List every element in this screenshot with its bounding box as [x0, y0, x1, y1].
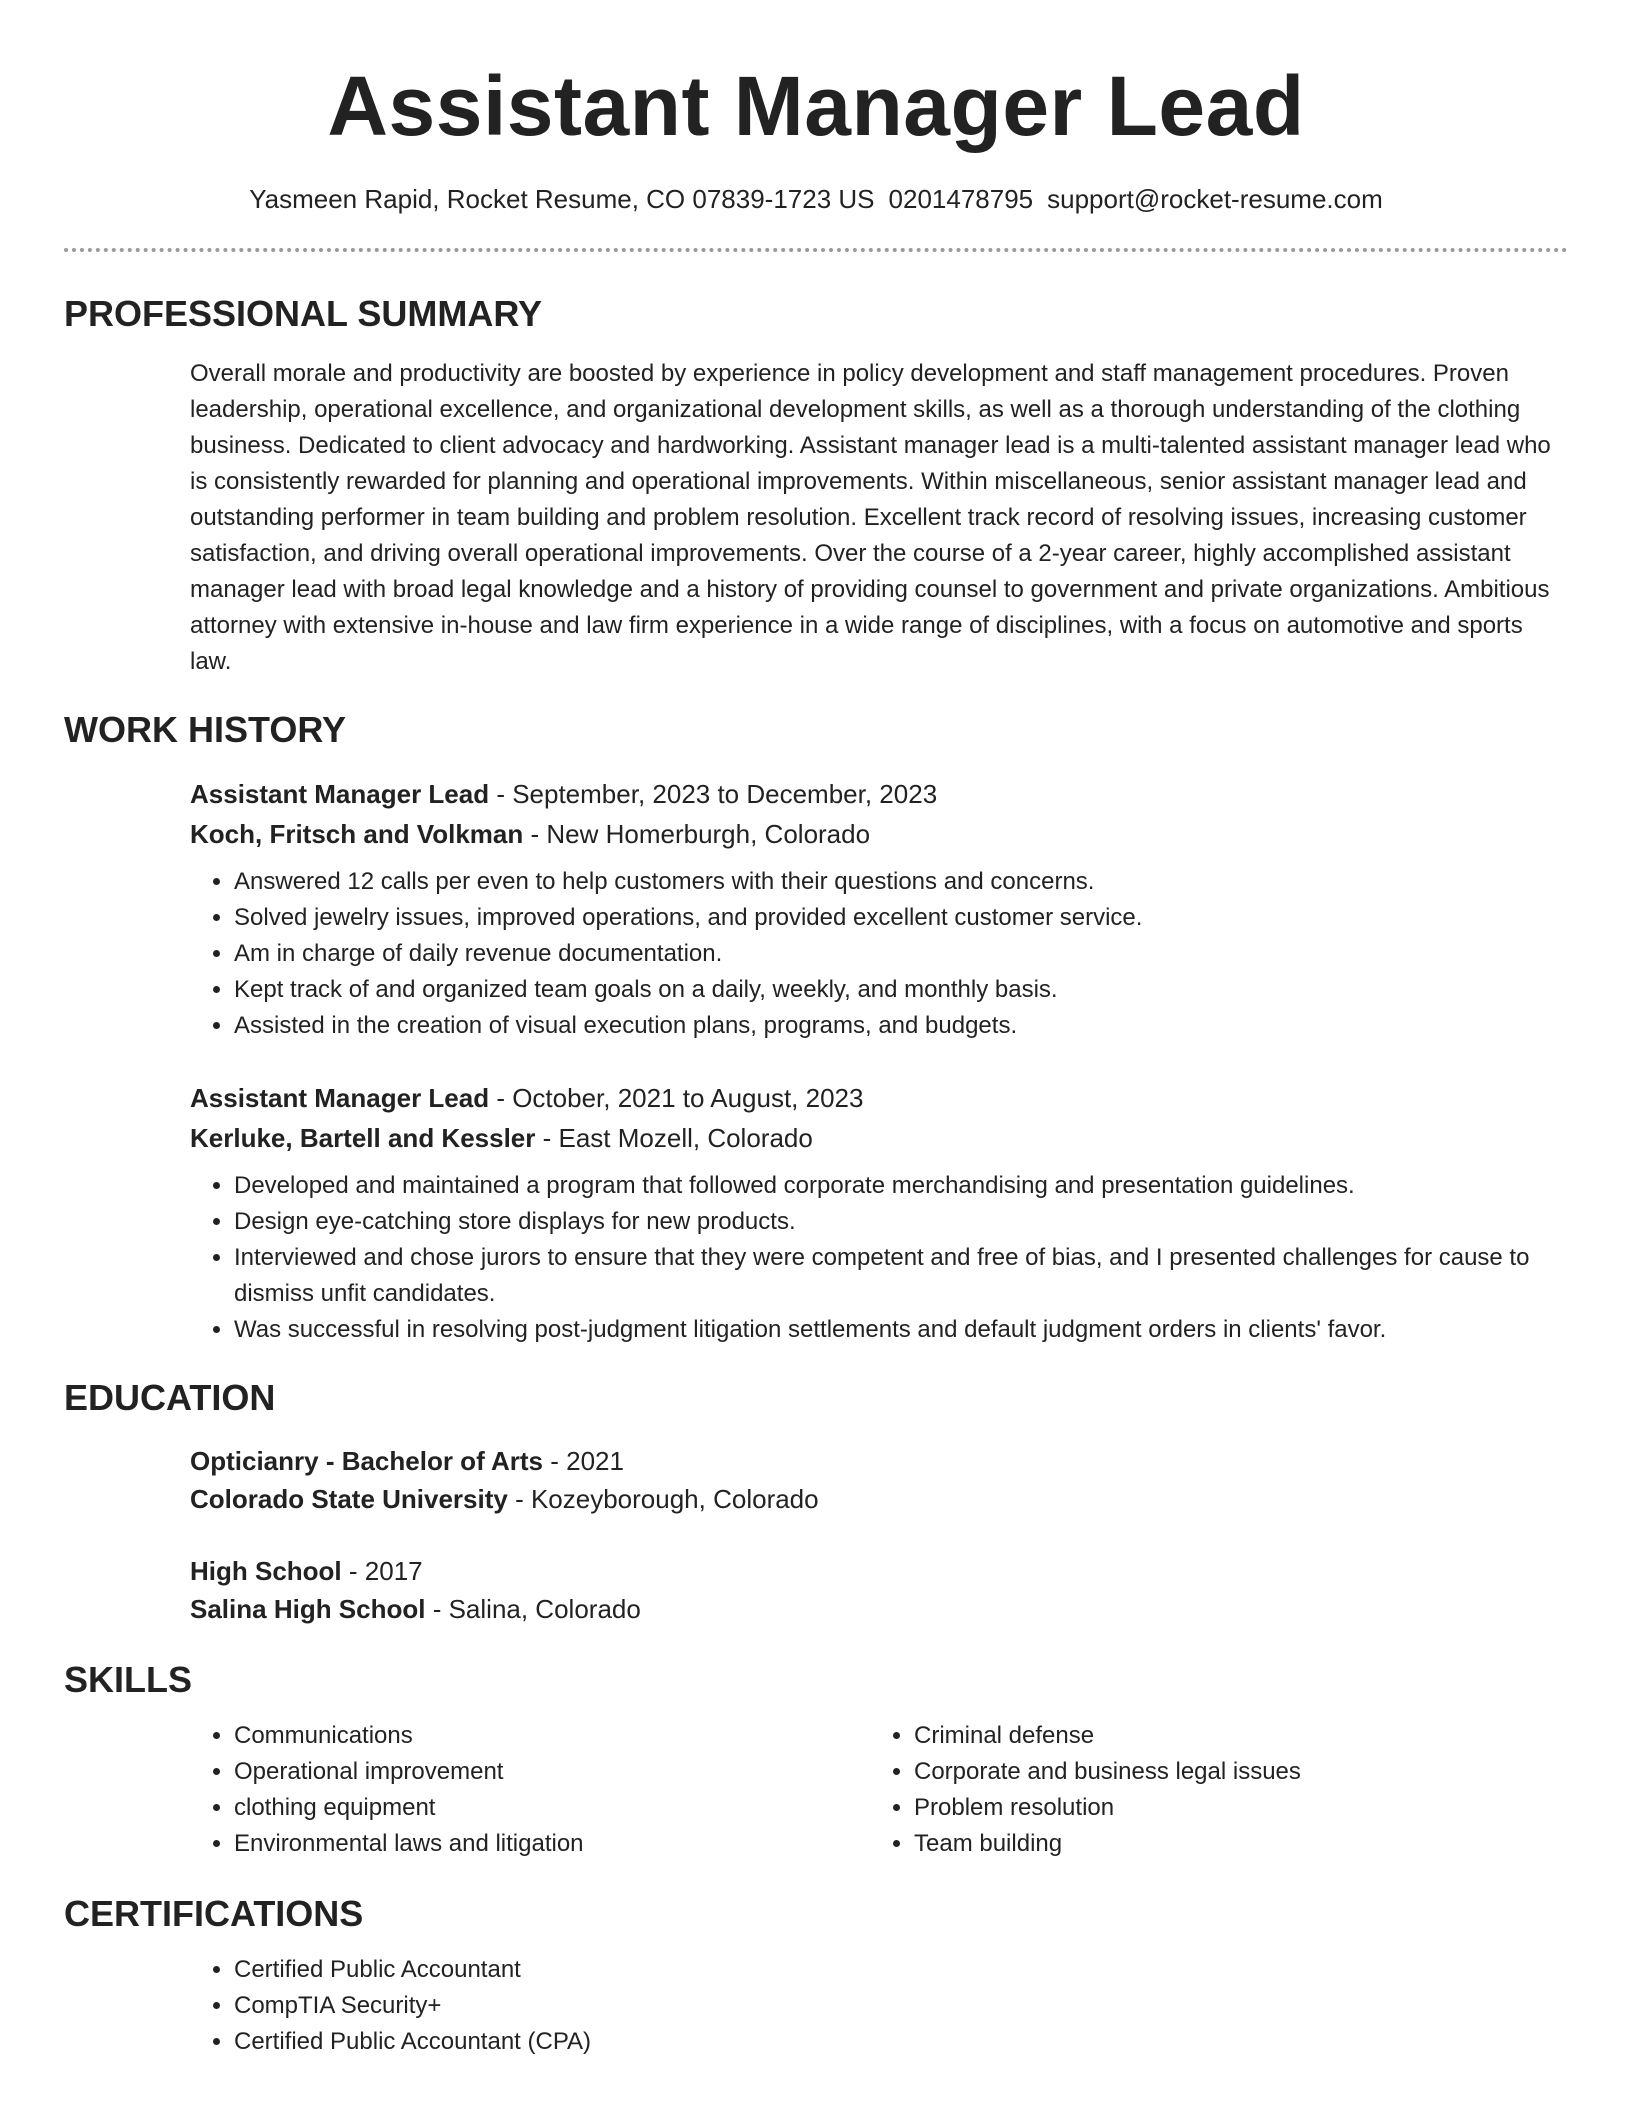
education-school-line	[190, 1590, 1568, 1628]
education-degree: High School	[190, 1556, 342, 1586]
education-entry	[190, 1442, 1568, 1518]
certifications-heading: CERTIFICATIONS	[64, 1893, 364, 1934]
education-entry	[190, 1552, 1568, 1628]
job-title-line	[190, 774, 1568, 814]
certifications-list	[190, 1952, 1568, 2060]
job-entry	[190, 774, 1568, 1044]
contact-phone: 0201478795	[888, 184, 1034, 214]
education-section	[64, 1376, 1568, 1628]
summary-text: Overall morale and productivity are boosted by experience in policy development and staff management procedures. Proven leadership, operational excellence, and organizational development skills, as well as a thorough understanding of the clothing business. Dedicated to client advocacy and hardworking. Assistant manager lead is a multi-talented assistant manager lead who is consistently rewarded for planning and operational improvements. Within miscellaneous, senior assistant manager lead and outstanding performer in team building and problem resolution. Excellent track record of resolving issues, increasing customer satisfaction, and driving overall operational improvements. Over the course of a 2-year career, highly accomplished assistant manager lead with broad legal knowledge and a history of providing counsel to government and private organizations. Ambitious attorney with extensive in-house and law firm experience in a wide range of disciplines, with a focus on automotive and sports law.	[190, 360, 1551, 675]
job-bullet: • Was successful in resolving post-judgment litigation settlements and default judgment orders in clients' favor.	[234, 1312, 1568, 1348]
education-school: Colorado State University	[190, 1484, 508, 1514]
work-history-section	[64, 708, 1568, 1348]
header-divider	[64, 248, 1568, 252]
job-title: Assistant Manager Lead	[190, 779, 490, 809]
summary-section	[64, 292, 1568, 680]
job-bullet: • Answered 12 calls per even to help customers with their questions and concerns.	[234, 864, 1568, 900]
education-degree-line	[190, 1552, 1568, 1590]
certification-item: • Certified Public Accountant	[234, 1952, 1568, 1988]
job-bullets	[190, 1168, 1568, 1348]
certifications-section	[64, 1892, 1568, 2060]
skills-heading: SKILLS	[64, 1659, 193, 1700]
job-bullets	[190, 864, 1568, 1044]
skills-columns	[190, 1718, 1568, 1862]
education-degree-line	[190, 1442, 1568, 1480]
job-bullet: • Assisted in the creation of visual execution plans, programs, and budgets.	[234, 1008, 1568, 1044]
job-title: Assistant Manager Lead	[190, 1083, 490, 1113]
job-bullet: • Solved jewelry issues, improved operations, and provided excellent customer service.	[234, 900, 1568, 936]
resume-title: Assistant Manager Lead	[327, 59, 1305, 153]
job-title-line	[190, 1078, 1568, 1118]
certification-item: • Certified Public Accountant (CPA)	[234, 2024, 1568, 2060]
job-bullet: • Kept track of and organized team goals on a daily, weekly, and monthly basis.	[234, 972, 1568, 1008]
job-dates: - October, 2021 to August, 2023	[489, 1083, 864, 1113]
job-company-line	[190, 814, 1568, 854]
contact-address: Yasmeen Rapid, Rocket Resume, CO 07839-1723 US	[249, 184, 875, 214]
certification-item: • CompTIA Security+	[234, 1988, 1568, 2024]
summary-heading: PROFESSIONAL SUMMARY	[64, 293, 543, 334]
education-location: - Kozeyborough, Colorado	[507, 1484, 819, 1514]
skill-item: • Corporate and business legal issues	[914, 1754, 1550, 1790]
job-bullet: • Interviewed and chose jurors to ensure that they were competent and free of bias, and I presented challenges for cause to dismiss unfit candidates.	[234, 1240, 1568, 1312]
job-bullet: • Design eye-catching store displays for new products.	[234, 1204, 1568, 1240]
job-entry	[190, 1078, 1568, 1348]
job-location: - New Homerburgh, Colorado	[523, 819, 871, 849]
contact-line	[64, 182, 1568, 216]
skill-item: • Problem resolution	[914, 1790, 1550, 1826]
job-company-line	[190, 1118, 1568, 1158]
job-bullet: • Developed and maintained a program that followed corporate merchandising and presentation guidelines.	[234, 1168, 1568, 1204]
skill-item: • clothing equipment	[234, 1790, 870, 1826]
contact-email: support@rocket-resume.com	[1047, 184, 1383, 214]
skill-item: • Communications	[234, 1718, 870, 1754]
job-company: Kerluke, Bartell and Kessler	[190, 1123, 536, 1153]
skills-list-left	[190, 1718, 870, 1862]
skills-section	[64, 1658, 1568, 1862]
education-year: - 2021	[543, 1446, 624, 1476]
education-school: Salina High School	[190, 1594, 426, 1624]
education-school-line	[190, 1480, 1568, 1518]
job-company: Koch, Fritsch and Volkman	[190, 819, 524, 849]
skill-item: • Team building	[914, 1826, 1550, 1862]
skill-item: • Operational improvement	[234, 1754, 870, 1790]
job-location: - East Mozell, Colorado	[535, 1123, 813, 1153]
work-history-heading: WORK HISTORY	[64, 709, 347, 750]
job-bullet: • Am in charge of daily revenue documentation.	[234, 936, 1568, 972]
education-year: - 2017	[341, 1556, 423, 1586]
job-dates: - September, 2023 to December, 2023	[489, 779, 938, 809]
skill-item: • Criminal defense	[914, 1718, 1550, 1754]
skill-item: • Environmental laws and litigation	[234, 1826, 870, 1862]
skills-list-right	[870, 1718, 1550, 1862]
education-heading: EDUCATION	[64, 1377, 276, 1418]
education-degree: Opticianry - Bachelor of Arts	[190, 1446, 543, 1476]
education-location: - Salina, Colorado	[425, 1594, 641, 1624]
